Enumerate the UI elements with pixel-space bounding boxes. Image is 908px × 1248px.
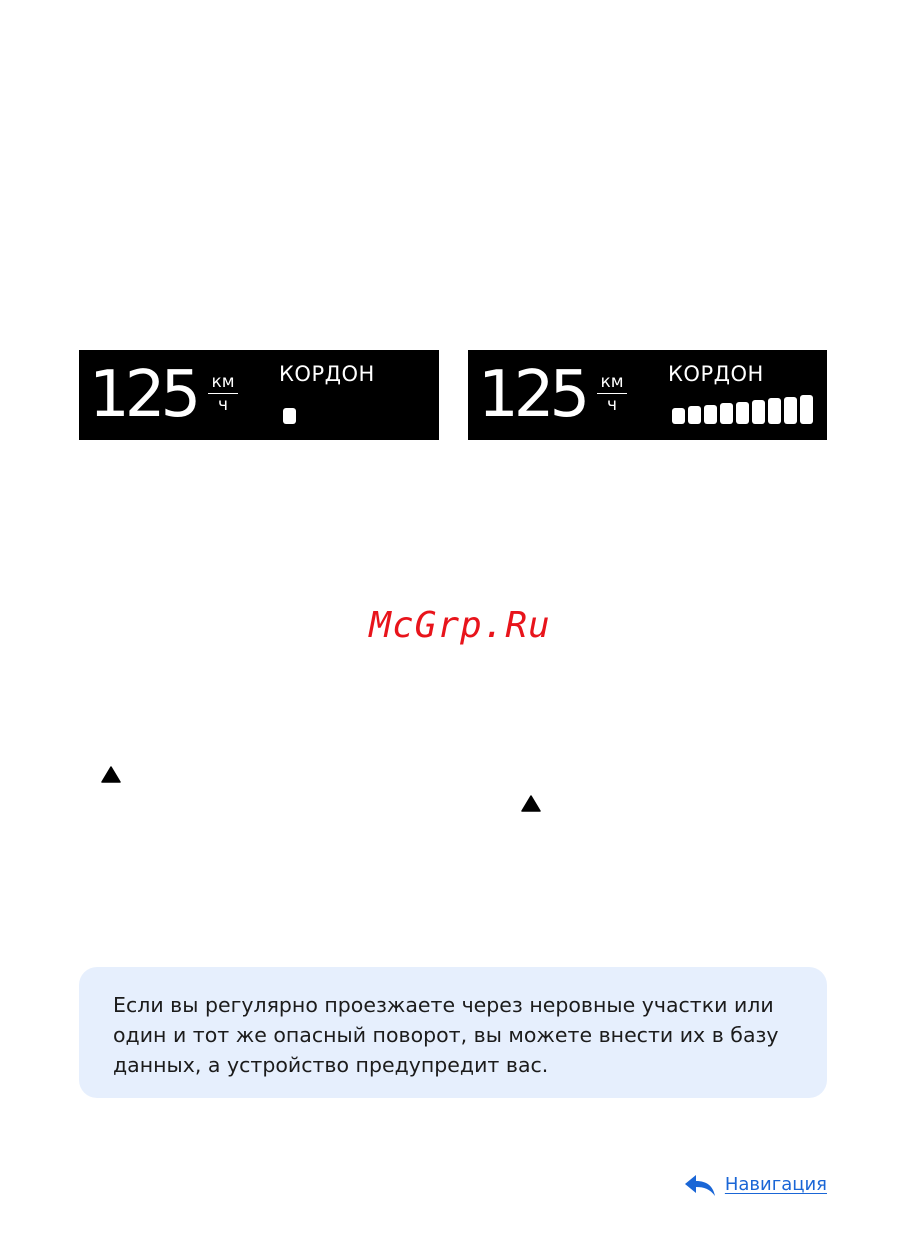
radar-display-low-signal <box>79 350 439 440</box>
navigation-link-label[interactable]: Навигация <box>724 1174 827 1195</box>
signal-bar <box>784 397 797 424</box>
radar-mode-label: КОРДОН <box>279 362 375 386</box>
info-callout-text: Если вы регулярно проезжаете через неровные участки или один и тот же опасный поворот, вы можете внести их в базу данных, а устройство предупредит вас. <box>113 993 779 1077</box>
signal-bar <box>800 395 813 424</box>
unit-km: км <box>208 372 238 394</box>
speed-unit <box>208 372 238 415</box>
signal-bar <box>672 408 685 424</box>
signal-bar <box>688 406 701 424</box>
navigation-link[interactable] <box>684 1173 827 1197</box>
signal-bar <box>768 398 781 424</box>
watermark: McGrp.Ru <box>369 605 551 646</box>
signal-bar <box>720 403 733 424</box>
signal-strength-bars <box>283 408 296 424</box>
signal-strength-bars <box>672 395 813 424</box>
signal-bar <box>736 402 749 424</box>
warning-triangle-icon <box>521 795 541 812</box>
speed-value: 125 <box>478 358 586 432</box>
info-callout <box>79 967 827 1098</box>
unit-h: ч <box>606 395 618 415</box>
back-arrow-icon <box>684 1173 716 1197</box>
signal-bar <box>752 400 765 424</box>
speed-value: 125 <box>89 358 197 432</box>
radar-display-full-signal <box>468 350 827 440</box>
signal-bar <box>283 408 296 424</box>
radar-mode-label: КОРДОН <box>668 362 764 386</box>
unit-km: км <box>597 372 627 394</box>
unit-h: ч <box>217 395 229 415</box>
signal-bar <box>704 405 717 424</box>
speed-unit <box>597 372 627 415</box>
warning-triangle-icon <box>101 766 121 783</box>
